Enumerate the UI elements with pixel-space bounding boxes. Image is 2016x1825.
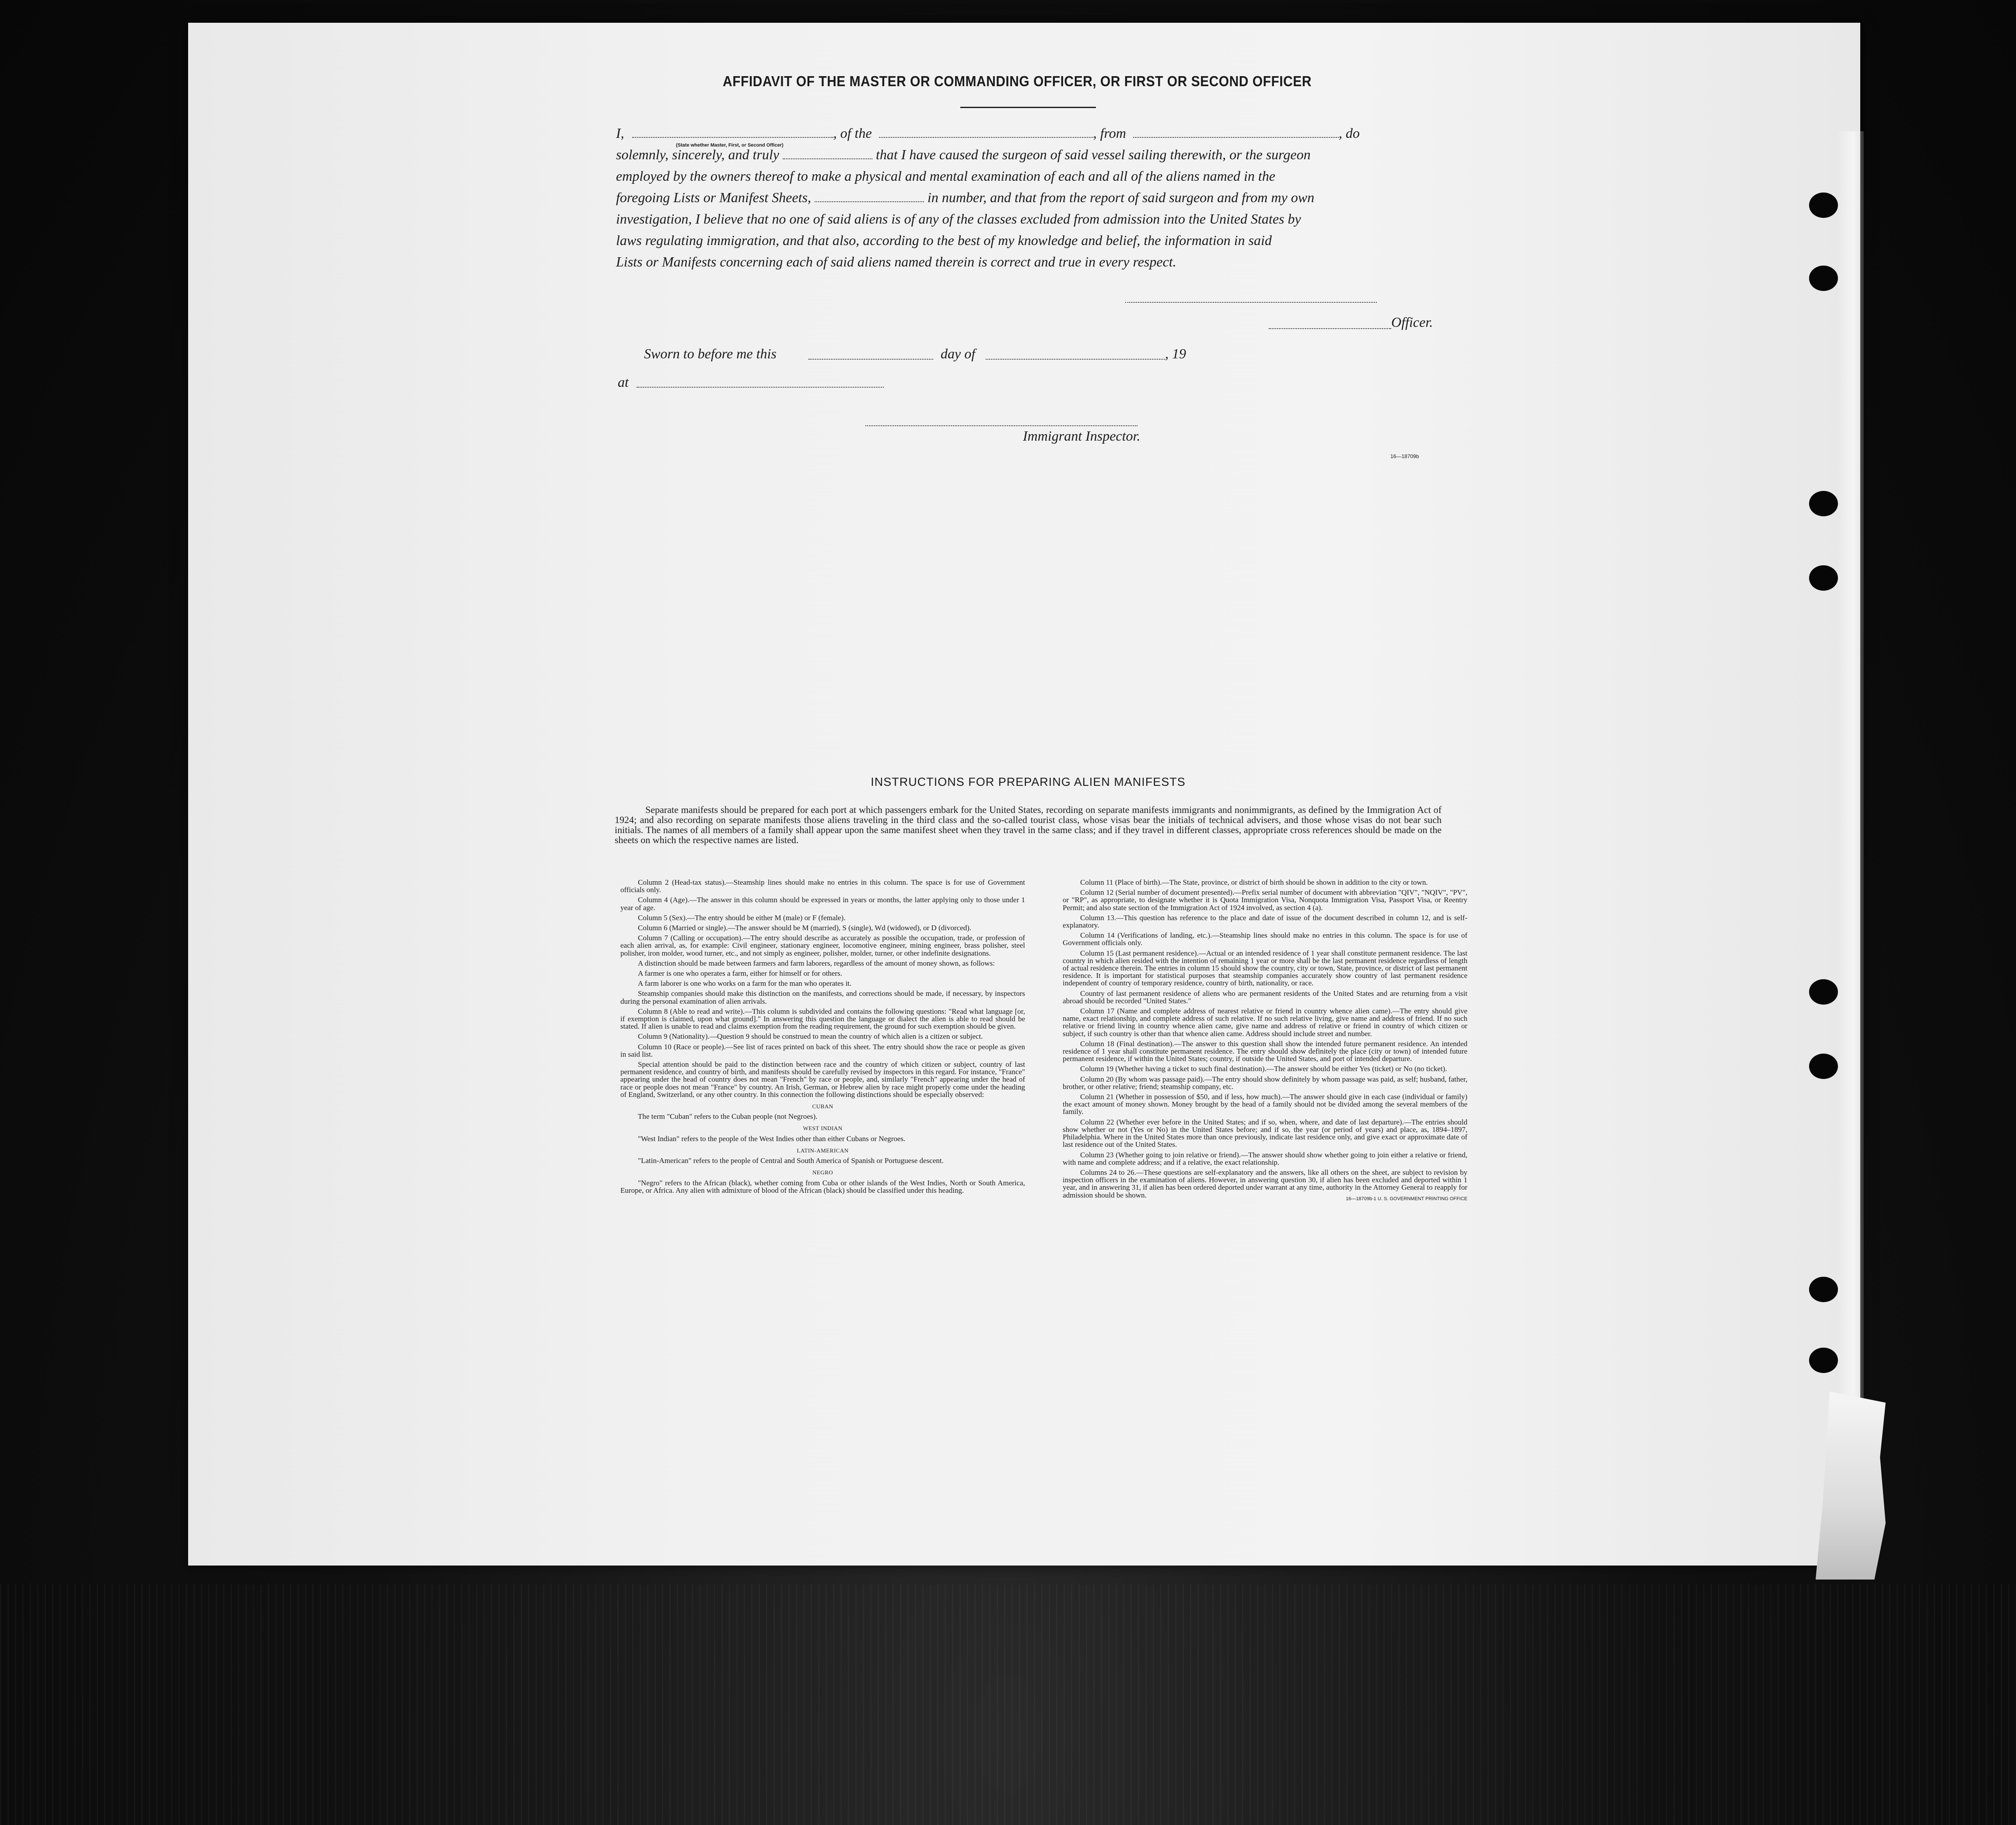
instruction-paragraph: Column 5 (Sex).—The entry should be either M (male) or F (female). <box>638 913 846 922</box>
title-underline <box>960 107 1096 108</box>
instruction-paragraph: Column 8 (Able to read and write).—This column is subdivided and contains the following questions: "Read what language [or, if exemption is claimed, upon what ground]." In answering this question the language or dialect the alien is able to read should be stated. If alien is unable to read and claims exemption from the reading requirement, the ground for such exemption should be given. <box>620 1007 1025 1031</box>
binder-hole <box>1809 1277 1838 1302</box>
binder-hole <box>1809 266 1838 291</box>
latin-american-definition: "Latin-American" refers to the people of Central and South America of Spanish or Portuguese descent. <box>638 1156 944 1165</box>
instruction-paragraph: Column 10 (Race or people).—See list of races printed on back of this sheet. The entry should show the race or people as given in said list. <box>620 1042 1025 1058</box>
affidavit-line-5: investigation, I believe that no one of said aliens is of any of the classes excluded from admission into the United States by <box>616 211 1301 227</box>
instruction-paragraph: A distinction should be made between farmers and farm laborers, regardless of the amount of money shown, as follows: <box>638 959 995 967</box>
sheet-edge-highlight <box>1838 131 1864 1575</box>
instruction-paragraph: Columns 24 to 26.—These questions are self-explanatory and the answers, like all others on the sheet, are subject to revision by inspection officers in the examination of aliens. However, in answering question 30, if alien has been excluded and deported within 1 year, and in answering 31, if alien has been ordered deported under warrant at any time, authority in the Attorney General to reapply for admission should be shown. <box>1063 1168 1467 1199</box>
officer-title-caption: (State whether Master, First, or Second Officer) <box>676 143 784 148</box>
instruction-paragraph: Column 19 (Whether having a ticket to such final destination).—The answer should be either Yes (ticket) or No (no ticket). <box>1080 1065 1447 1073</box>
printing-office-footer: 16—18709b-1 U. S. GOVERNMENT PRINTING OFFICE <box>1346 1196 1467 1201</box>
binder-hole <box>1809 193 1838 218</box>
binder-hole <box>1809 979 1838 1005</box>
west-indian-definition: "West Indian" refers to the people of the West Indies other than either Cubans or Negroes. <box>638 1134 906 1143</box>
instruction-paragraph: Column 18 (Final destination).—The answer to this question shall show the intended future permanent residence. An intended residence of 1 year shall constitute permanent residence. The entry should show definitely the place (city or town) of intended future permanent residence, if within the United States; country, if outside the United States, and port of intended departure. <box>1063 1039 1467 1063</box>
month-blank[interactable] <box>986 358 1165 360</box>
inspector-label: Immigrant Inspector. <box>1023 428 1141 444</box>
port-blank[interactable] <box>1133 135 1339 138</box>
vessel-name-blank[interactable] <box>879 135 1093 138</box>
affidavit-text: in number, and that from the report of said surgeon and from my own <box>927 189 1315 205</box>
affidavit-line-4 <box>616 187 1441 208</box>
affidavit-title: AFFIDAVIT OF THE MASTER OR COMMANDING OFFICER, OR FIRST OR SECOND OFFICER <box>723 73 1312 90</box>
instruction-paragraph: Column 15 (Last permanent residence).—Actual or an intended residence of 1 year shall constitute permanent residence. The last country in which alien resided with the intention of remaining 1 year or more shall be the last permanent residence regardless of length of actual residence therein. The entries in column 15 should show the country, city or town, State, province, or district of last permanent residence. It is important for statistical purposes that steamship companies accurately show country of last permanent residence independent of country of temporary residence, country of birth, nationality, or race. <box>1063 949 1467 988</box>
instruction-paragraph: Column 2 (Head-tax status).—Steamship lines should make no entries in this column. The space is for use of Government officials only. <box>620 878 1025 894</box>
instruction-paragraph: Column 6 (Married or single).—The answer should be M (married), S (single), Wd (widowed), or D (divorced). <box>638 924 972 932</box>
number-of-aliens-blank[interactable] <box>815 200 924 202</box>
binder-hole <box>1809 1054 1838 1079</box>
instruction-paragraph: Column 23 (Whether going to join relative or friend).—The answer should show whether going to join either a relative or friend, with name and complete address; and if a relative, the exact relationship. <box>1063 1150 1467 1166</box>
from-label: , from <box>1093 125 1126 141</box>
binder-hole <box>1809 491 1838 516</box>
form-number: 16—18709b <box>1390 453 1419 459</box>
affidavit-text: foregoing Lists or Manifest Sheets, <box>616 189 811 205</box>
instruction-paragraph: Country of last permanent residence of aliens who are permanent residents of the United States and are returning from a visit abroad should be recorded "United States." <box>1063 989 1467 1005</box>
negro-heading: NEGRO <box>812 1169 833 1176</box>
of-the-label: , of the <box>833 125 872 141</box>
signature-line[interactable] <box>1125 301 1377 303</box>
binder-hole <box>1809 1348 1838 1373</box>
instruction-paragraph: Column 20 (By whom was passage paid).—The entry should show definitely by whom passage was paid, as self; husband, father, brother, or other relative; friend; steamship company, etc. <box>1063 1075 1467 1091</box>
instructions-intro: Separate manifests should be prepared for each port at which passengers embark for the United States, recording on separate manifests immigrants and nonimmigrants, as defined by the Immigration Act of 1924; and also recording on separate manifests those aliens traveling in the third class and the so-called tourist class, whose visas bear the initials of technical advisers, and those whose visas do not bear such initials. The names of all members of a family shall appear upon the same manifest sheet when they travel in the same class; and if they travel in different classes, appropriate cross references should be made on the sheets on which the respective names are listed. <box>615 804 1442 845</box>
latin-american-heading: LATIN-AMERICAN <box>797 1147 849 1154</box>
affidavit-line-7: Lists or Manifests concerning each of said aliens named therein is correct and true in every respect. <box>616 254 1176 270</box>
west-indian-heading: WEST INDIAN <box>803 1125 843 1132</box>
at-label: at <box>618 374 629 390</box>
affidavit-line-6: laws regulating immigration, and that also, according to the best of my knowledge and belief, the information in said <box>616 232 1272 248</box>
officer-label: Officer. <box>1391 314 1433 330</box>
cuban-heading: CUBAN <box>812 1103 833 1110</box>
affidavit-text: that I have caused the surgeon of said vessel sailing therewith, or the surgeon <box>875 147 1311 162</box>
day-of-label: day of <box>941 346 976 361</box>
date-blank[interactable] <box>783 157 872 159</box>
affidavit-line-3: employed by the owners thereof to make a physical and mental examination of each and all of the aliens named in the <box>616 168 1275 184</box>
officer-signature-line[interactable] <box>1269 327 1391 329</box>
year-label: , 19 <box>1165 346 1186 361</box>
inspector-signature-line[interactable] <box>865 424 1138 426</box>
instruction-paragraph: A farm laborer is one who works on a farm for the man who operates it. <box>638 979 852 988</box>
affidavit-line-2 <box>616 144 1441 165</box>
affidavit-i: I, <box>616 125 624 141</box>
binder-hole <box>1809 565 1838 591</box>
instruction-paragraph: Column 21 (Whether in possession of $50, and if less, how much).—The answer should give in each case (individual or family) the exact amount of money shown. Money brought by the head of a family should not be divided among the several members of the family. <box>1063 1093 1467 1116</box>
instruction-paragraph: Column 12 (Serial number of document presented).—Prefix serial number of document with abbreviation "QIV", "NQIV", "PV", or "RP", as appropriate, to designate whether it is Quota Immigration Visa, Nonquota Immigration Visa, Passport Visa, or Reentry Permit; and also state section of the Immigration Act of 1924 involved, as section 4 (a). <box>1063 888 1467 912</box>
film-texture <box>0 1584 2016 1825</box>
instruction-paragraph: Column 14 (Verifications of landing, etc.).—Steamship lines should make no entries in this column. The space is for use of Government officials only. <box>1063 931 1467 947</box>
instruction-paragraph: Column 7 (Calling or occupation).—The entry should describe as accurately as possible the occupation, trade, or profession of each alien arrival, as, for example: Civil engineer, stationary engineer, locomotive engineer, mining engineer, brass polisher, steel polisher, iron molder, wood turner, etc., and not simply as engineer, polisher, molder, turner, or other indefinite designations. <box>620 934 1025 957</box>
negro-definition: "Negro" refers to the African (black), whether coming from Cuba or other islands of the West Indies, North or South America, Europe, or Africa. Any alien with admixture of blood of the African (black) should be classified under this heading. <box>620 1178 1025 1194</box>
instructions-left-column <box>620 879 1025 1197</box>
officer-title-blank[interactable] <box>632 135 833 138</box>
instruction-paragraph: A farmer is one who operates a farm, either for himself or for others. <box>638 969 842 978</box>
instruction-paragraph: Special attention should be paid to the distinction between race and the country of which citizen or subject, country of last permanent residence, and country of birth, and manifests should be carefully revised by inspectors in this regard. For instance, "France" appearing under the head of country does not mean "French" by race or people, and, similarly "French" appearing under the head of race or people does not mean "France" by country. An Irish, German, or Hebrew alien by race might properly come under the heading of England, Switzerland, or any other country. In this connection the following distinctions should be especially observed: <box>620 1060 1025 1099</box>
instruction-paragraph: Column 22 (Whether ever before in the United States; and if so, when, where, and date of last departure).—The entries should show whether or not (Yes or No) in the United States before; and if so, the year (or period of years) and place, as, 1894–1897, Philadelphia. Where in the United States more than once previously, indicate last residence only, and give exact or approximate date of last residence out of the United States. <box>1063 1117 1467 1149</box>
instruction-paragraph: Column 4 (Age).—The answer in this column should be expressed in years or months, the latter applying only to those under 1 year of age. <box>620 896 1025 912</box>
affidavit-text: solemnly, sincerely, and truly <box>616 147 779 162</box>
day-blank[interactable] <box>808 358 933 360</box>
do-label: , do <box>1338 125 1360 141</box>
instruction-paragraph: Column 17 (Name and complete address of nearest relative or friend in country whence alien came).—The entry should give name, exact relationship, and complete address of such relative. If no such relative living, give name and address of friend. If no such relative or friend living in country whence alien came, give name and address of relative or friend in country of which citizen or subject, if such country is other than that whence alien came. Address should include street and number. <box>1063 1007 1467 1038</box>
sworn-label: Sworn to before me this <box>644 346 777 361</box>
cuban-definition: The term "Cuban" refers to the Cuban people (not Negroes). <box>638 1112 818 1121</box>
instruction-paragraph: Column 9 (Nationality).—Question 9 should be construed to mean the country of which alien is a citizen or subject. <box>638 1032 983 1041</box>
place-blank[interactable] <box>637 386 884 388</box>
instruction-paragraph: Steamship companies should make this distinction on the manifests, and corrections should be made, if necessary, by inspectors during the personal examination of alien arrivals. <box>620 989 1025 1005</box>
instructions-title: INSTRUCTIONS FOR PREPARING ALIEN MANIFESTS <box>871 775 1186 788</box>
affidavit-line-1 <box>616 123 1441 144</box>
instructions-right-column <box>1063 879 1467 1205</box>
instruction-paragraph: Column 13.—This question has reference to the place and date of issue of the document described in column 12, and is self-explanatory. <box>1063 913 1467 930</box>
instruction-paragraph: Column 11 (Place of birth).—The State, province, or district of birth should be shown in addition to the city or town. <box>1080 878 1428 886</box>
